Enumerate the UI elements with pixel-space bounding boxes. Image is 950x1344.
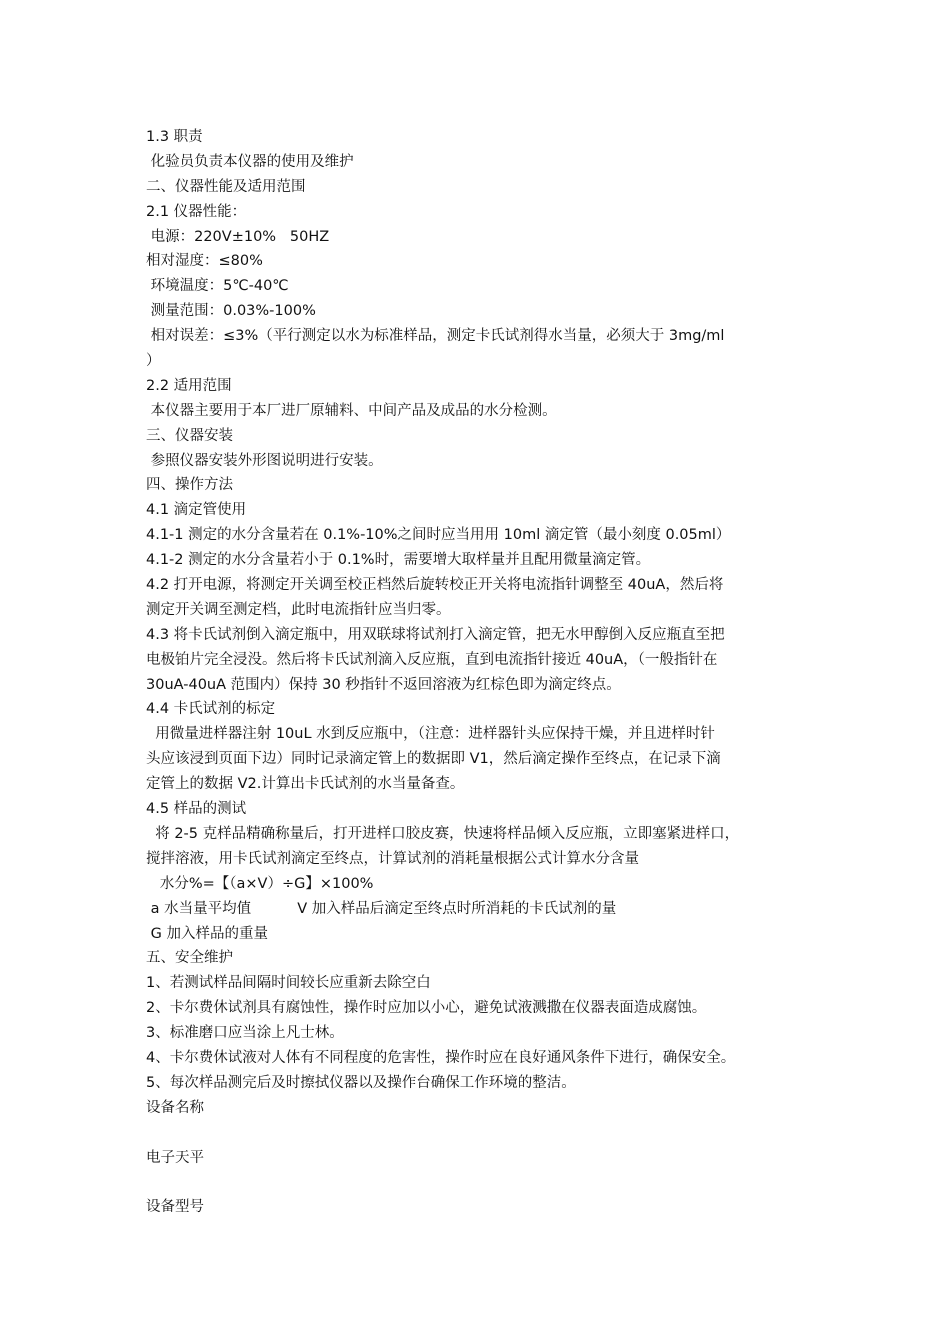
section-heading: 2.1 仪器性能：	[146, 203, 247, 220]
body-text: 本仪器主要用于本厂进厂原辅料、中间产品及成品的水分检测。	[146, 402, 557, 419]
list-item: 3、标准磨口应当涂上凡士林。	[146, 1025, 344, 1042]
formula-legend: G 加入样品的重量	[146, 925, 268, 942]
list-item: 1、若测试样品间隔时间较长应重新去除空白	[146, 975, 431, 992]
body-text: 4.1-2 测定的水分含量若小于 0.1%时，需要增大取样量并且配用微量滴定管。	[146, 552, 651, 569]
body-text: 化验员负责本仪器的使用及维护	[146, 153, 354, 170]
body-text: 4.1-1 测定的水分含量若在 0.1%-10%之间时应当用用 10ml 滴定管（最小刻度 0.05ml）	[146, 527, 731, 544]
list-item: 4、卡尔费休试液对人体有不同程度的危害性，操作时应在良好通风条件下进行，确保安全。	[146, 1049, 736, 1066]
formula: 水分%=【（a×V）÷G】×100%	[146, 875, 374, 892]
section-heading: 五、安全维护	[146, 950, 233, 967]
formula-legend: a 水当量平均值 V 加入样品后滴定至终点时所消耗的卡氏试剂的量	[146, 900, 617, 917]
spec-line: 电源：220V±10% 50HZ	[146, 228, 330, 245]
body-text: 电极铂片完全浸没。然后将卡氏试剂滴入反应瓶，直到电流指针接近 40uA，（一般指针在	[146, 651, 718, 668]
field-label: 设备型号	[146, 1199, 204, 1216]
spec-line: 相对误差：≤3%（平行测定以水为标准样品，测定卡氏试剂得水当量，必须大于 3mg/ml	[146, 328, 725, 345]
field-label: 设备名称	[146, 1099, 204, 1116]
section-heading: 4.5 样品的测试	[146, 801, 247, 818]
spec-line: 相对湿度：≤80%	[146, 253, 263, 270]
body-text: 4.3 将卡氏试剂倒入滴定瓶中，用双联球将试剂打入滴定管，把无水甲醇倒入反应瓶直至把	[146, 626, 725, 643]
body-text: 30uA-40uA 范围内）保持 30 秒指针不返回溶液为红棕色即为滴定终点。	[146, 676, 621, 693]
spec-line: 环境温度：5℃-40℃	[146, 278, 289, 295]
body-text: 定管上的数据 V2.计算出卡氏试剂的水当量备查。	[146, 776, 465, 793]
field-value: 电子天平	[146, 1149, 204, 1166]
list-item: 5、每次样品测完后及时擦拭仪器以及操作台确保工作环境的整洁。	[146, 1074, 576, 1091]
blank-line	[146, 1121, 826, 1146]
body-text: 测定开关调至测定档，此时电流指针应当归零。	[146, 601, 451, 618]
body-text: 参照仪器安装外形图说明进行安装。	[146, 452, 383, 469]
body-text: 搅拌溶液，用卡氏试剂滴定至终点，计算试剂的消耗量根据公式计算水分含量	[146, 850, 639, 867]
list-item: 2、卡尔费休试剂具有腐蚀性，操作时应加以小心，避免试液溅撒在仪器表面造成腐蚀。	[146, 1000, 707, 1017]
section-heading: 四、操作方法	[146, 477, 233, 494]
body-text: 用微量进样器注射 10uL 水到反应瓶中，（注意：进样器针头应保持干燥，并且进样时针	[146, 726, 715, 743]
section-heading: 4.1 滴定管使用	[146, 502, 247, 519]
spec-line: ）	[146, 353, 161, 370]
section-heading: 2.2 适用范围	[146, 377, 232, 394]
body-text: 头应该浸到页面下边）同时记录滴定管上的数据即 V1，然后滴定操作至终点，在记录下滴	[146, 751, 721, 768]
section-heading: 1.3 职责	[146, 129, 203, 145]
spec-line: 测量范围：0.03%-100%	[146, 303, 316, 320]
section-heading: 二、仪器性能及适用范围	[146, 178, 306, 195]
section-heading: 4.4 卡氏试剂的标定	[146, 701, 276, 718]
body-text: 4.2 打开电源，将测定开关调至校正档然后旋转校正开关将电流指针调整至 40uA，然后将	[146, 577, 724, 594]
section-heading: 三、仪器安装	[146, 427, 233, 444]
document-page	[146, 125, 826, 1220]
blank-line	[146, 1170, 826, 1195]
body-text: 将 2-5 克样品精确称量后，打开进样口胶皮赛，快速将样品倾入反应瓶，立即塞紧进样口，	[146, 825, 740, 842]
